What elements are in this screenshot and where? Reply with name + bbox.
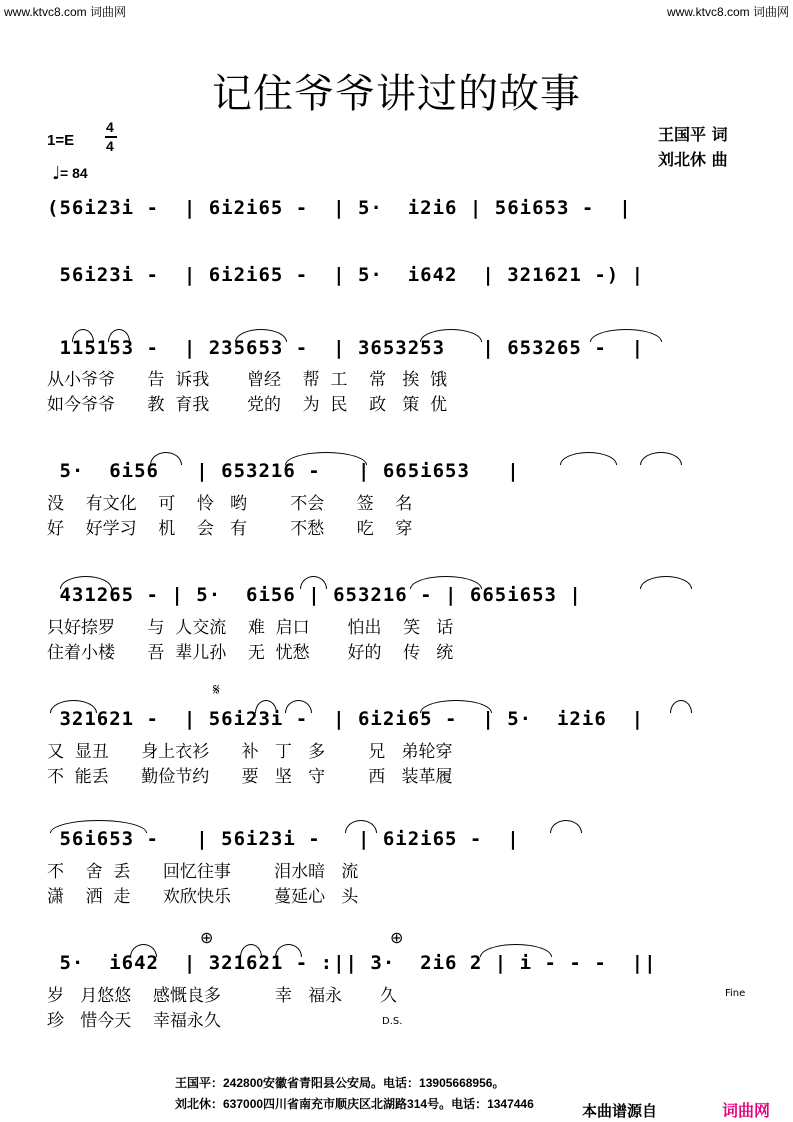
lyric-verse-1: 从小爷爷 告 诉我 曾经 帮 工 常 挨 饿 <box>47 370 448 390</box>
song-title: 记住爷爷讲过的故事 <box>212 71 581 117</box>
lyric-verse-1: 不 舍 丢 回忆往事 泪水暗 流 <box>47 862 359 882</box>
source-label: 本曲谱源自 <box>582 1102 658 1120</box>
lyric-verse-1: 只好捺罗 与 人交流 难 启口 怕出 笑 话 <box>47 618 454 638</box>
notation-line: 56i23i - | 6i2i65 - | 5· i642 | 321621 -) | <box>47 264 645 286</box>
notation-line: 431265 - | 5· 6i56 | 653216 - | 665i653 | <box>47 584 582 606</box>
composer-credit: 刘北休 曲 <box>658 150 728 169</box>
time-signature-bottom: 4 <box>106 138 114 154</box>
notation-line: 56i653 - | 56i23i - | 6i2i65 - | <box>47 828 520 850</box>
lyric-verse-1: 又 显丑 身上衣衫 补 丁 多 兄 弟轮穿 <box>47 742 453 762</box>
ds-marker: D.S. <box>382 1016 403 1027</box>
footer-lyricist-contact: 王国平：242800安徽省青阳县公安局。电话：13905668956。 <box>175 1076 505 1090</box>
notation-line: 321621 - | 56i23i - | 6i2i65 - | 5· i2i6 | <box>47 708 645 730</box>
tempo: = 84 <box>60 165 88 181</box>
quarter-note-icon: ♩ <box>52 163 61 184</box>
slur <box>550 820 582 833</box>
site-url-right: www.ktvc8.com 词曲网 <box>666 5 789 19</box>
coda-icon: ⊕ <box>390 928 404 947</box>
key-signature: 1=E <box>47 132 75 149</box>
lyric-verse-2: 如今爷爷 教 育我 党的 为 民 政 策 优 <box>47 395 448 415</box>
notation-line: 5· 6i56 | 653216 - | 665i653 | <box>47 460 520 482</box>
lyric-verse-2: 不 能丢 勤俭节约 要 坚 守 西 装革履 <box>47 767 453 787</box>
slur <box>640 576 692 589</box>
coda-icon: ⊕ <box>200 928 214 947</box>
segno-icon: 𝄋 <box>213 680 220 699</box>
notation-line: 5· i642 | 321621 - :|| 3· 2i6 2 | i - - - || <box>47 952 657 974</box>
notation-line: (56i23i - | 6i2i65 - | 5· i2i6 | 56i653 - | <box>47 197 632 219</box>
lyricist-credit: 王国平 词 <box>658 125 728 144</box>
lyric-verse-2: 住着小楼 吾 辈儿孙 无 忧愁 好的 传 统 <box>47 643 454 663</box>
lyric-verse-1: 没 有文化 可 怜 哟 不会 签 名 <box>47 494 413 514</box>
brand-logo[interactable]: 词曲网 <box>722 1101 771 1120</box>
lyric-verse-2: 潇 洒 走 欢欣快乐 蔓延心 头 <box>47 887 359 907</box>
slur <box>670 700 692 713</box>
site-url-left: www.ktvc8.com 词曲网 <box>4 5 127 19</box>
notation-line: 115153 - | 235653 - | 3653253 | 653265 - | <box>47 337 645 359</box>
lyric-verse-2: 好 好学习 机 会 有 不愁 吃 穿 <box>47 519 413 539</box>
footer-composer-contact: 刘北休：637000四川省南充市顺庆区北湖路314号。电话：1347446 <box>175 1097 534 1111</box>
slur <box>640 452 682 465</box>
lyric-verse-1: 岁 月悠悠 感慨良多 幸 福永 久 <box>47 986 397 1006</box>
slur <box>560 452 617 465</box>
time-signature-top: 4 <box>106 119 114 135</box>
lyric-verse-2: 珍 惜今天 幸福永久 <box>47 1011 238 1031</box>
fine-marker: Fine <box>725 988 746 999</box>
